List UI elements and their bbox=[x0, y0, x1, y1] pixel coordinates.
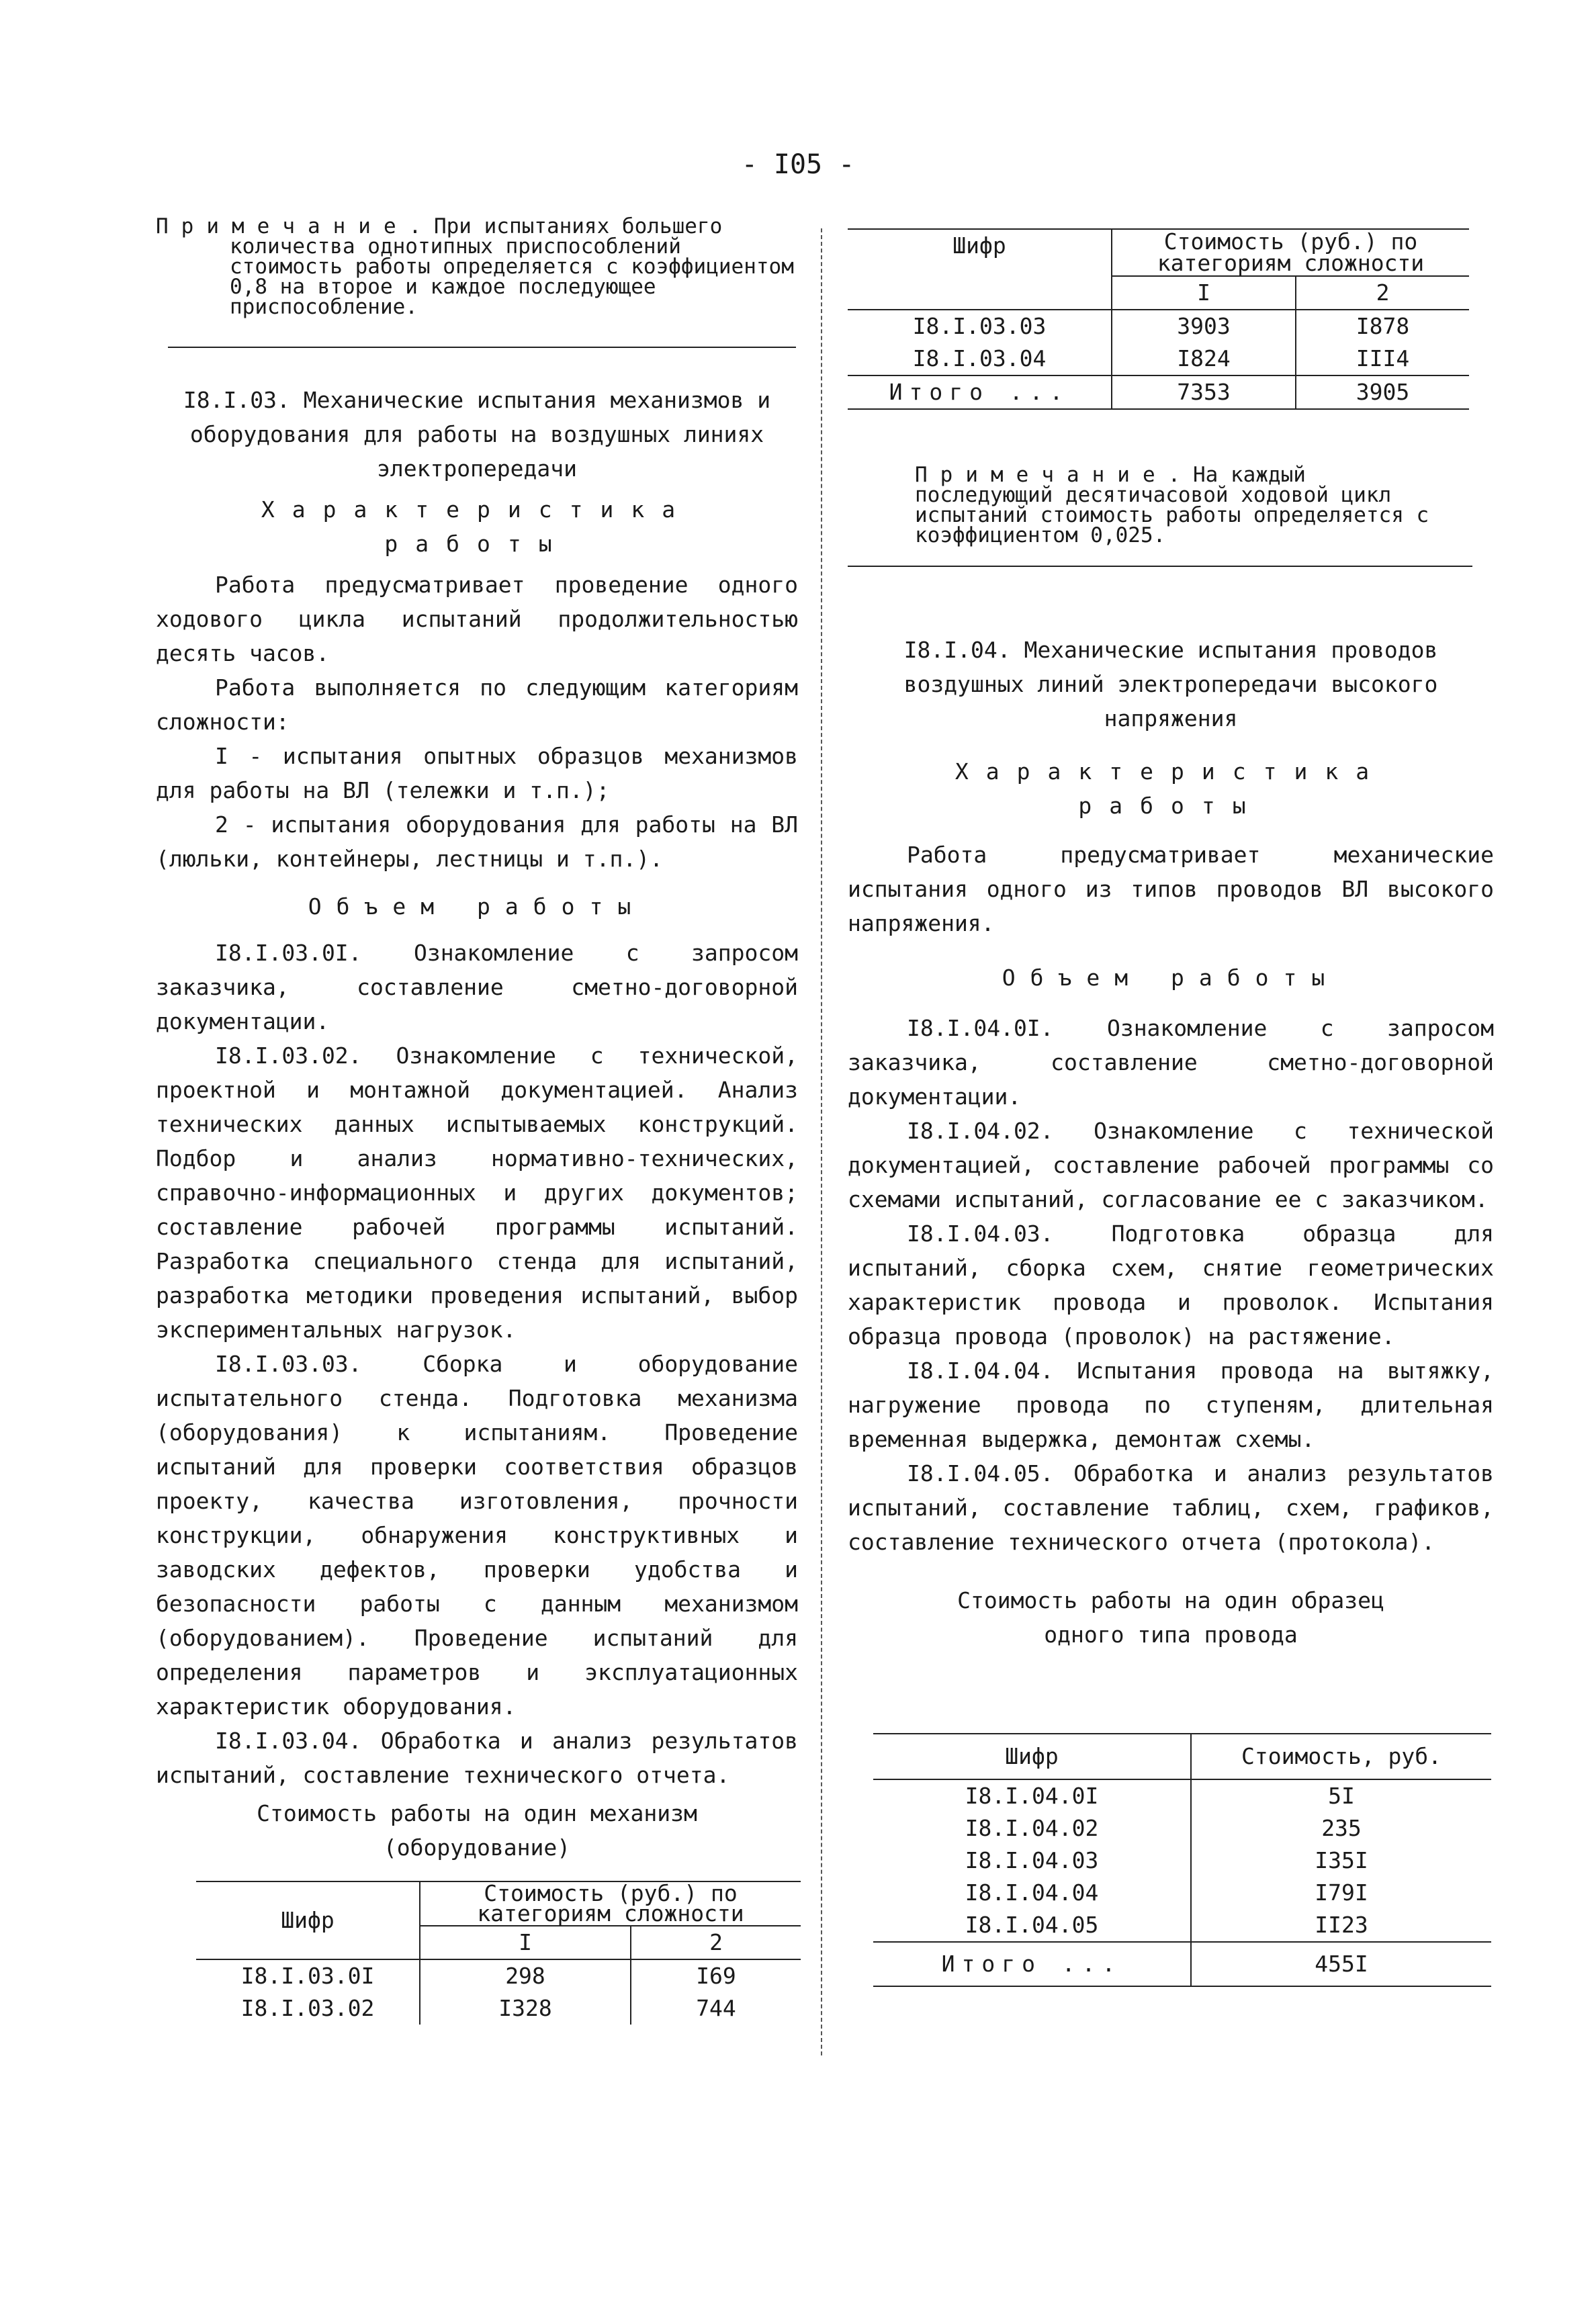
col-code: Шифр bbox=[196, 1881, 420, 1959]
total-label: Итого ... bbox=[848, 375, 1112, 409]
cell-code: I8.I.03.03 bbox=[848, 310, 1112, 343]
char-paragraph: 2 - испытания оборудования для работы на ВЛ (люльки, контейнеры, лестницы и т.п.). bbox=[156, 811, 798, 872]
total-label: Итого ... bbox=[873, 1942, 1191, 1986]
work-item: I8.I.04.03. Подготовка образца для испытаний, сборка схем, снятие геометрических характеристик провода и проволок. Испытания образца провода (проволок) на растяжение. bbox=[848, 1221, 1494, 1349]
table-row bbox=[848, 310, 1469, 343]
col-cost: Стоимость (руб.) по категориям сложности bbox=[1112, 229, 1469, 276]
cell-cost: I35I bbox=[1191, 1845, 1491, 1877]
cost-caption: (оборудование) bbox=[383, 1834, 571, 1861]
section-title: I8.I.04. Механические испытания проводов воздушных линий электропередачи высокого напряжения bbox=[903, 637, 1438, 731]
work-item: I8.I.04.05. Обработка и анализ результатов испытаний, составление таблиц, схем, графиков, составление технического отчета (протокола). bbox=[848, 1460, 1494, 1555]
work-item: I8.I.03.02. Ознакомление с технической, проектной и монтажной документацией. Анализ технических данных испытываемых конструкций. Подбор и анализ нормативно-технических, справочно-информационных и других документов; составление рабочей программы испытаний. Разработка специального стенда для испытаний, разработка методики проведения испытаний, выбор экспериментальных нагрузок. bbox=[156, 1043, 798, 1343]
cost-table-mechanisms bbox=[196, 1881, 801, 2025]
col-sub-2: 2 bbox=[631, 1926, 801, 1959]
col-code: Шифр bbox=[848, 229, 1112, 310]
table-row bbox=[848, 343, 1469, 375]
note-rule bbox=[848, 566, 1472, 567]
cell-cost: 5I bbox=[1191, 1779, 1491, 1812]
cell-code: I8.I.03.04 bbox=[912, 345, 1047, 371]
col-sub-1: I bbox=[1112, 276, 1296, 310]
col-cost: Стоимость, руб. bbox=[1191, 1734, 1491, 1779]
cell-c1: 3903 bbox=[1112, 310, 1296, 343]
cell-c1: 298 bbox=[420, 1959, 631, 1992]
cell-code: I8.I.03.0I bbox=[240, 1963, 375, 1989]
char-paragraph: Работа предусматривает механические испытания одного из типов проводов ВЛ высокого напряжения. bbox=[848, 842, 1494, 936]
cell-code: I8.I.04.05 bbox=[965, 1912, 1099, 1938]
total-cost: 455I bbox=[1191, 1942, 1491, 1986]
section-18-1-03 bbox=[156, 383, 798, 1865]
cost-caption: Стоимость работы на один образец bbox=[957, 1587, 1384, 1613]
page-number: - I05 - bbox=[741, 149, 855, 180]
col-code: Шифр bbox=[873, 1734, 1191, 1779]
note-rule bbox=[168, 347, 796, 348]
volume-heading: Объем работы bbox=[1002, 965, 1340, 991]
table-row bbox=[873, 1845, 1491, 1877]
char-heading: Характеристика работы bbox=[955, 758, 1387, 819]
work-item: I8.I.03.03. Сборка и оборудование испытательного стенда. Подготовка механизма (оборудования) к испытаниям. Проведение испытаний для проверки соответствия образцов проекту, качества изготовления, прочности конструкции, обнаружения конструктивных и заводских дефектов, проверки удобства и безопасности работы с данным механизмом (оборудованием). Проведение испытаний для определения параметров и эксплуатационных характеристик оборудования. bbox=[156, 1351, 798, 1720]
table-row bbox=[873, 1779, 1491, 1812]
cell-cost: II23 bbox=[1191, 1909, 1491, 1942]
cost-table-mechanisms-cont bbox=[848, 228, 1469, 410]
table-row bbox=[196, 1992, 801, 2025]
cost-table-wires bbox=[873, 1733, 1491, 1987]
cell-c1: I824 bbox=[1112, 343, 1296, 375]
note-top bbox=[156, 214, 801, 319]
cell-c2: III4 bbox=[1296, 343, 1469, 375]
work-item: I8.I.04.0I. Ознакомление с запросом заказчика, составление сметно-договорной документации. bbox=[848, 1015, 1494, 1110]
col-cost: Стоимость (руб.) по категориям сложности bbox=[420, 1881, 801, 1926]
cell-c2: I878 bbox=[1296, 310, 1469, 343]
char-paragraph: I - испытания опытных образцов механизмов для работы на ВЛ (тележки и т.п.); bbox=[156, 743, 798, 803]
work-item: I8.I.04.04. Испытания провода на вытяжку, нагружение провода по ступеням, длительная временная выдержка, демонтаж схемы. bbox=[848, 1358, 1494, 1452]
col-sub-2: 2 bbox=[1296, 276, 1469, 310]
table-row bbox=[873, 1877, 1491, 1909]
section-title: I8.I.03. Механические испытания механизмов и оборудования для работы на воздушных линиях электропередачи bbox=[183, 387, 771, 482]
char-paragraph: Работа выполняется по следующим категориям сложности: bbox=[156, 674, 798, 735]
cost-caption: одного типа провода bbox=[1044, 1622, 1298, 1648]
work-item: I8.I.03.04. Обработка и анализ результатов испытаний, составление технического отчета. bbox=[156, 1728, 798, 1788]
cell-code: I8.I.03.02 bbox=[240, 1995, 375, 2021]
total-c2: 3905 bbox=[1296, 375, 1469, 409]
cell-c2: I69 bbox=[631, 1959, 801, 1992]
cell-cost: 235 bbox=[1191, 1812, 1491, 1845]
cell-c2: 744 bbox=[631, 1992, 801, 2025]
col-sub-1: I bbox=[420, 1926, 631, 1959]
table-row bbox=[196, 1959, 801, 1992]
total-c1: 7353 bbox=[1112, 375, 1296, 409]
table-total-row bbox=[873, 1942, 1491, 1986]
note-text: . На каждый последующий десятичасовой ходовой цикл испытаний стоимость работы определяется с коэффициентом 0,025. bbox=[915, 463, 1429, 547]
cell-c1: I328 bbox=[420, 1992, 631, 2025]
note-label: Примечание bbox=[915, 463, 1168, 487]
volume-heading: Объем работы bbox=[308, 893, 646, 920]
column-divider bbox=[821, 228, 822, 2055]
table-total-row bbox=[848, 375, 1469, 409]
note-text: . При испытаниях большего количества однотипных приспособлений стоимость работы определяется с коэффициентом 0,8 на второе и каждое последующее приспособление. bbox=[230, 214, 794, 319]
cell-code: I8.I.04.03 bbox=[965, 1847, 1099, 1873]
cell-cost: I79I bbox=[1191, 1877, 1491, 1909]
cell-code: I8.I.04.02 bbox=[965, 1815, 1099, 1841]
table-row bbox=[873, 1812, 1491, 1845]
work-item: I8.I.04.02. Ознакомление с технической документацией, составление рабочей программы со схемами испытаний, согласование ее с заказчиком. bbox=[848, 1118, 1494, 1212]
cell-code: I8.I.04.0I bbox=[965, 1783, 1099, 1809]
work-item: I8.I.03.0I. Ознакомление с запросом заказчика, составление сметно-договорной документации. bbox=[156, 940, 798, 1034]
section-18-1-04 bbox=[848, 633, 1494, 1652]
note-right bbox=[915, 465, 1452, 545]
note-label: Примечание bbox=[156, 214, 409, 238]
cell-code: I8.I.04.04 bbox=[965, 1879, 1099, 1906]
char-heading: Характеристика работы bbox=[261, 496, 693, 557]
cost-caption: Стоимость работы на один механизм bbox=[257, 1800, 697, 1826]
table-row bbox=[873, 1909, 1491, 1942]
char-paragraph: Работа предусматривает проведение одного ходового цикла испытаний продолжительностью десять часов. bbox=[156, 572, 798, 666]
